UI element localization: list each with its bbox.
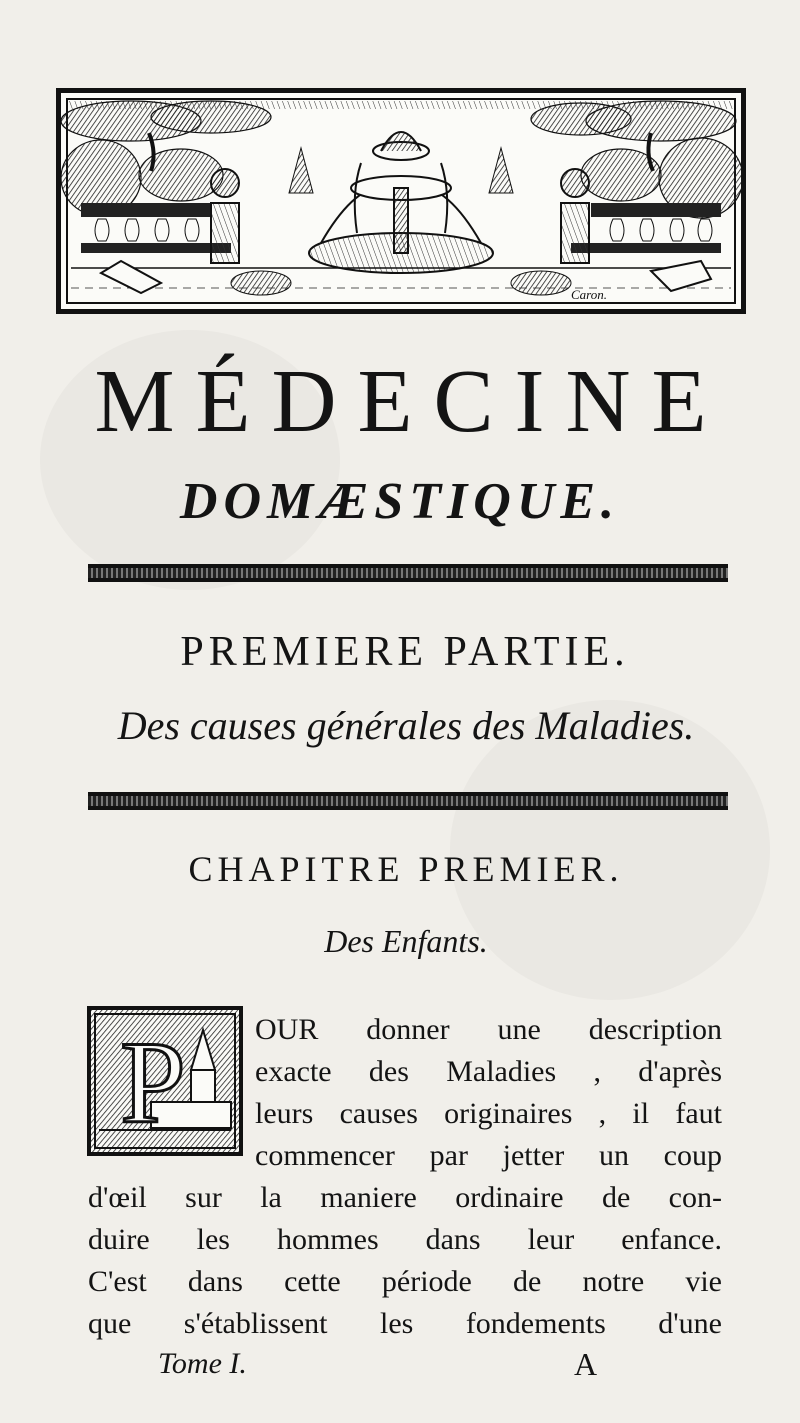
body-line: OUR donner une description (255, 1013, 722, 1046)
body-line: C'est dans cette période de notre vie (88, 1265, 722, 1298)
body-line: exacte des Maladies , d'après (255, 1055, 722, 1088)
drop-cap-letter: P (120, 1017, 186, 1148)
body-line: duire les hommes dans leur enfance. (88, 1223, 722, 1256)
body-line: leurs causes originaires , il faut (255, 1097, 722, 1130)
signature-mark: A (574, 1346, 598, 1382)
body-line: commencer par jetter un coup (255, 1139, 722, 1172)
ornamental-rule (88, 792, 728, 810)
body-line: que s'établissent les fondements d'une (88, 1307, 722, 1340)
book-title: MÉDECINE (94, 352, 728, 451)
part-title: PREMIERE PARTIE. (180, 629, 630, 675)
ornamental-rule (88, 564, 728, 582)
chapter-title: CHAPITRE PREMIER. (188, 849, 624, 889)
book-subtitle: DOMÆSTIQUE. (179, 473, 621, 530)
garden-fountain-illustration (61, 93, 741, 309)
chapter-subtitle: Des Enfants. (324, 923, 488, 959)
engraver-signature: Caron. (571, 287, 607, 302)
drop-cap-initial (87, 1006, 243, 1156)
body-line: d'œil sur la maniere ordinaire de con- (88, 1181, 722, 1214)
volume-label: Tome I. (158, 1347, 247, 1380)
part-subtitle: Des causes générales des Maladies. (117, 703, 695, 748)
headpiece-engraving (56, 88, 746, 314)
